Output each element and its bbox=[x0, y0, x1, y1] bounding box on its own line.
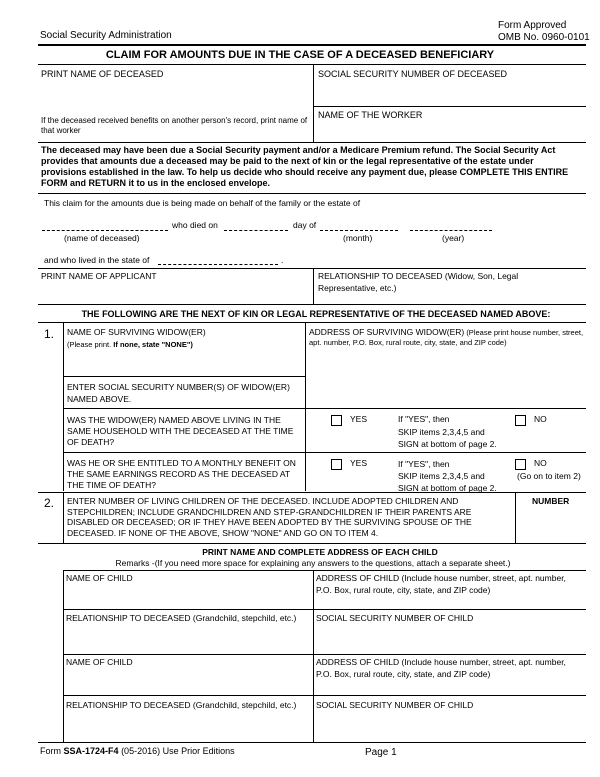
child2-ssn-label: SOCIAL SECURITY NUMBER OF CHILD bbox=[316, 700, 474, 710]
question-benefit: WAS HE OR SHE ENTITLED TO A MONTHLY BENEFIT ON THE SAME EARNINGS RECORD AS THE DECEASED AT THE TIME OF DEATH? bbox=[67, 458, 296, 491]
header-rule bbox=[38, 44, 586, 46]
title-rule bbox=[38, 64, 586, 65]
widow-name-input[interactable] bbox=[66, 352, 302, 374]
benefit-skip: SKIP items 2,3,4,5 and bbox=[398, 471, 485, 481]
child2-address-input[interactable] bbox=[316, 682, 584, 693]
household-no-label: NO bbox=[534, 414, 547, 424]
benefit-no-label: NO bbox=[534, 458, 547, 468]
household-sign: SIGN at bottom of page 2. bbox=[398, 439, 497, 449]
state-blank[interactable] bbox=[158, 264, 278, 265]
name-worker-label: NAME OF THE WORKER bbox=[318, 110, 423, 120]
child1-relationship-label: RELATIONSHIP TO DECEASED (Grandchild, stepchild, etc.) bbox=[66, 613, 297, 623]
benefit-if-yes: If "YES", then bbox=[398, 459, 450, 469]
item-2-number: 2. bbox=[44, 496, 55, 510]
form-title: CLAIM FOR AMOUNTS DUE IN THE CASE OF A DECEASED BENEFICIARY bbox=[105, 49, 495, 61]
child2-name-input[interactable] bbox=[66, 669, 310, 693]
child2-rule-a bbox=[63, 695, 586, 696]
child2-relationship-label: RELATIONSHIP TO DECEASED (Grandchild, stepchild, etc.) bbox=[66, 700, 297, 710]
children-left-rule bbox=[63, 570, 64, 742]
lived-in-label: and who lived in the state of bbox=[44, 255, 150, 265]
child2-name-label: NAME OF CHILD bbox=[66, 657, 133, 667]
ssn-widow-rule bbox=[63, 408, 586, 409]
applicant-rule bbox=[38, 304, 586, 305]
page-number: Page 1 bbox=[365, 747, 397, 758]
month-blank[interactable] bbox=[320, 230, 398, 231]
if-none-text: If none, state "NONE") bbox=[113, 340, 193, 349]
claim-intro: This claim for the amounts due is being made on behalf of the family or the estate of bbox=[44, 198, 361, 208]
enter-ssn-widow: ENTER SOCIAL SECURITY NUMBER(S) OF WIDOW(ER) NAMED ABOVE. bbox=[67, 382, 290, 405]
form-footer-id bbox=[40, 746, 235, 758]
form-suffix: (05-2016) Use Prior Editions bbox=[121, 746, 235, 756]
number-label: NUMBER bbox=[532, 496, 570, 506]
question-household: WAS THE WIDOW(ER) NAMED ABOVE LIVING IN THE SAME HOUSEHOLD WITH THE DECEASED AT THE TIME OF DEATH? bbox=[67, 415, 294, 448]
notice-text: The deceased may have been due a Social Security payment and/or a Medicare Premium refund. The Social Security Act provides that amounts due a deceased may be paid to the next of kin or the legal representative of the estate under provisions established in the law. To help us decide who should receive any payment due, please COMPLETE THIS ENTIRE FORM and RETURN it to us in the enclosed envelope. bbox=[41, 145, 569, 188]
applicant-divider bbox=[313, 268, 314, 304]
child1-name-input[interactable] bbox=[66, 585, 310, 607]
household-yes-label: YES bbox=[350, 414, 368, 424]
name-widow-label: NAME OF SURVIVING WIDOW(ER) bbox=[67, 327, 206, 337]
item2-text: ENTER NUMBER OF LIVING CHILDREN OF THE DECEASED. INCLUDE ADOPTED CHILDREN AND STEPCHILDREN; INCLUDE GRANDCHILDREN AND STEP-GRANDCHILDREN IF THEIR PARENTS ARE DISABLED OR DECEASED; OR IF THEY HAVE BEEN ADOPTED BY THE SURVIVING SPOUSE OF THE DECEASED. IF NONE OF THE ABOVE, SHOW "NONE" AND GO ON TO ITEM 4. bbox=[67, 496, 472, 538]
name-deceased-caption: (name of deceased) bbox=[64, 233, 140, 243]
children-bottom-rule bbox=[38, 742, 586, 743]
year-blank[interactable] bbox=[410, 230, 492, 231]
child2-address-label: ADDRESS OF CHILD (Include house number, street, apt. number, P.O. Box, rural route, city, state, and ZIP code) bbox=[316, 657, 566, 679]
ssn-rule bbox=[313, 106, 586, 107]
benefit-yes-label: YES bbox=[350, 458, 368, 468]
year-caption: (year) bbox=[442, 233, 465, 243]
month-caption: (month) bbox=[343, 233, 373, 243]
print-name-applicant: PRINT NAME OF APPLICANT bbox=[41, 271, 157, 281]
form-approved: Form Approved bbox=[498, 20, 567, 31]
print-name-deceased-label: PRINT NAME OF DECEASED bbox=[41, 69, 164, 79]
day-of: day of bbox=[293, 220, 317, 230]
child1-ssn-label: SOCIAL SECURITY NUMBER OF CHILD bbox=[316, 613, 474, 623]
other-record-instruction: If the deceased received benefits on another person's record, print name of that worker bbox=[41, 116, 308, 136]
address-widow-label bbox=[309, 327, 584, 349]
child1-ssn-input[interactable] bbox=[316, 625, 584, 651]
widow-name-rule bbox=[63, 376, 305, 377]
child1-rule-b bbox=[63, 654, 586, 655]
number-divider bbox=[515, 492, 516, 543]
household-skip: SKIP items 2,3,4,5 and bbox=[398, 427, 485, 437]
applicant-relationship-label: RELATIONSHIP TO DECEASED (Widow, Son, Legal Representative, etc.) bbox=[318, 271, 519, 293]
address-widow-rest: (Please print house number, street, apt. number, P.O. Box, rural route, city, state, and ZIP code) bbox=[309, 328, 584, 348]
ssn-deceased-label: SOCIAL SECURITY NUMBER OF DECEASED bbox=[318, 69, 508, 79]
child2-relationship-input[interactable] bbox=[66, 712, 310, 740]
top-bottom-rule bbox=[38, 142, 586, 143]
children-head-rule bbox=[63, 570, 586, 571]
children-mid-rule bbox=[313, 570, 314, 742]
day-blank[interactable] bbox=[224, 230, 288, 231]
who-died-on: who died on bbox=[172, 220, 218, 230]
applicant-name-input[interactable] bbox=[40, 282, 310, 302]
kin-heading: THE FOLLOWING ARE THE NEXT OF KIN OR LEGAL REPRESENTATIVE OF THE DECEASED NAMED ABOVE: bbox=[81, 309, 551, 319]
children-remarks: Remarks -(If you need more space for explaining any answers to the questions, attach a separate sheet.) bbox=[115, 558, 511, 568]
item1-mid-rule bbox=[305, 322, 306, 491]
item2-left-rule bbox=[63, 492, 64, 543]
household-if-yes: If "YES", then bbox=[398, 414, 450, 424]
please-print-text: (Please print. bbox=[67, 340, 112, 349]
worker-name-input[interactable] bbox=[318, 122, 580, 140]
child1-relationship-input[interactable] bbox=[66, 625, 310, 651]
deceased-name-blank[interactable] bbox=[42, 230, 168, 231]
deceased-ssn-input[interactable] bbox=[318, 82, 580, 106]
deceased-name-input[interactable] bbox=[40, 82, 310, 106]
children-heading: PRINT NAME AND COMPLETE ADDRESS OF EACH CHILD bbox=[202, 547, 438, 557]
kin-rule bbox=[38, 322, 586, 323]
household-no-checkbox[interactable] bbox=[515, 415, 526, 426]
notice-rule bbox=[38, 193, 586, 194]
benefit-yes-checkbox[interactable] bbox=[331, 459, 342, 470]
state-period: . bbox=[281, 255, 284, 265]
child1-address-label: ADDRESS OF CHILD (Include house number, street, apt. number, P.O. Box, rural route, city, state, and ZIP code) bbox=[316, 573, 566, 595]
address-widow-bold: ADDRESS OF SURVIVING WIDOW(ER) bbox=[309, 327, 465, 337]
household-rule bbox=[63, 452, 586, 453]
child1-name-label: NAME OF CHILD bbox=[66, 573, 133, 583]
child2-ssn-input[interactable] bbox=[316, 712, 584, 740]
form-prefix: Form bbox=[40, 746, 61, 756]
child1-address-input[interactable] bbox=[316, 598, 584, 608]
please-print-note bbox=[67, 340, 193, 350]
children-count-input[interactable] bbox=[518, 510, 583, 540]
benefit-no-checkbox[interactable] bbox=[515, 459, 526, 470]
claim-rule bbox=[38, 268, 586, 269]
benefit-go-on: (Go on to item 2) bbox=[517, 471, 581, 481]
item2-bottom-rule bbox=[38, 543, 586, 544]
form-number: SSA-1724-F4 bbox=[63, 746, 119, 756]
child1-rule-a bbox=[63, 609, 586, 610]
widow-address-input[interactable] bbox=[308, 350, 584, 420]
item1-bottom-rule bbox=[38, 492, 586, 493]
item-1-number: 1. bbox=[44, 327, 55, 341]
agency-name: Social Security Administration bbox=[40, 30, 172, 41]
omb-number: OMB No. 0960-0101 bbox=[498, 32, 590, 43]
benefit-sign: SIGN at bottom of page 2. bbox=[398, 483, 497, 493]
household-yes-checkbox[interactable] bbox=[331, 415, 342, 426]
item1-left-rule bbox=[63, 322, 64, 491]
top-divider bbox=[313, 64, 314, 142]
